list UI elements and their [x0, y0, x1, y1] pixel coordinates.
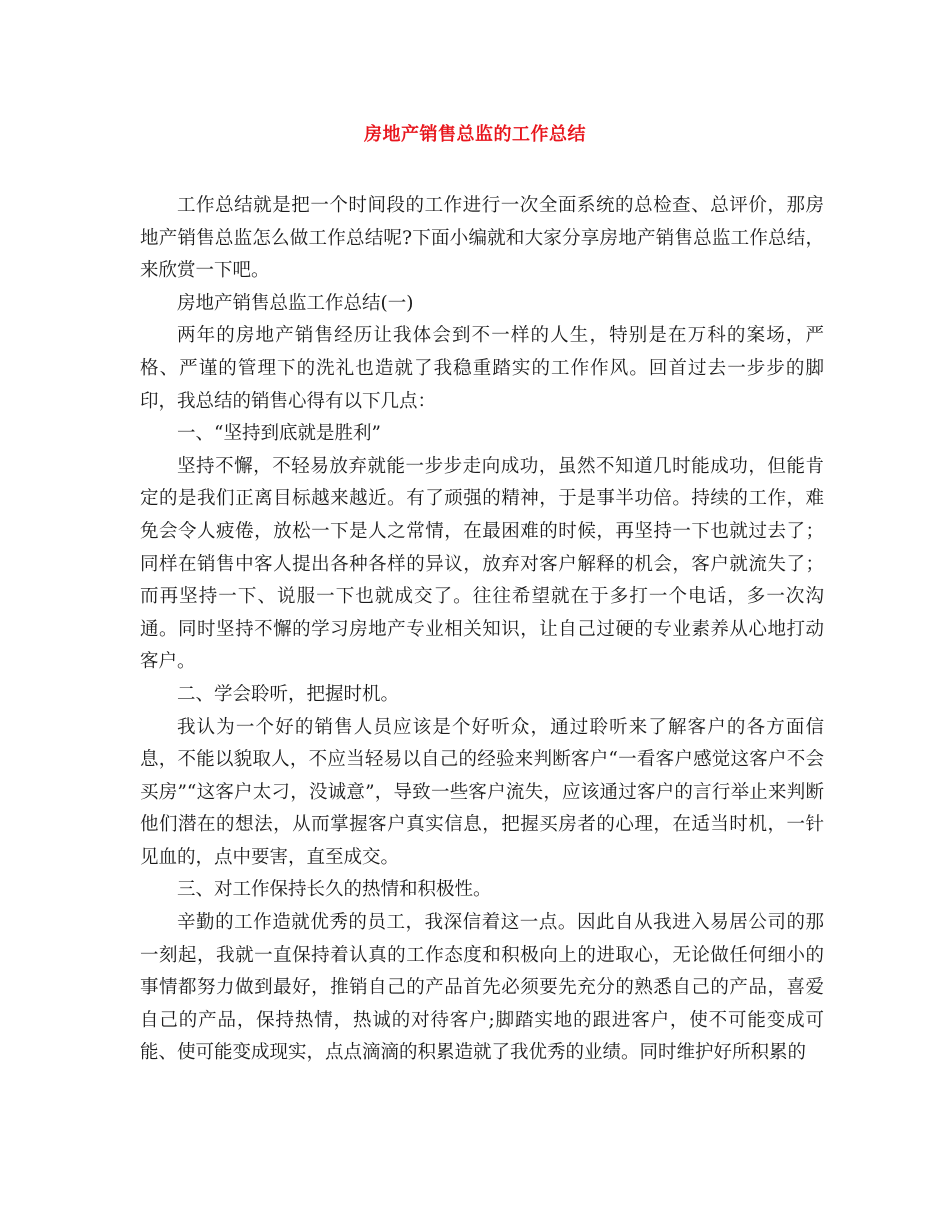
paragraph-perseverance: 坚持不懈，不轻易放弃就能一步步走向成功，虽然不知道几时能成功，但能肯定的是我们正离目标越来越近。有了顽强的精神，于是事半功倍。持续的工作，难免会令人疲倦，放松一下是人之常情，在最困难的时候，再坚持一下也就过去了；同样在销售中客人提出各种各样的异议，放弃对客户解释的机会，客户就流失了；而再坚持一下、说服一下也就成交了。往往希望就在于多打一个电话，多一次沟通。同时坚持不懈的学习房地产专业相关知识，让自己过硬的专业素养从心地打动客户。: [140, 455, 824, 673]
paragraph-enthusiasm: 辛勤的工作造就优秀的员工，我深信着这一点。因此自从我进入易居公司的那一刻起，我就一直保持着认真的工作态度和积极向上的进取心，无论做任何细小的事情都努力做到最好，推销自己的产品首先必须要先充分的熟悉自己的产品，喜爱自己的产品，保持热情，热诚的对待客户;脚踏实地的跟进客户，使不可能变成可能、使可能变成现实，点点滴滴的积累造就了我优秀的业绩。同时维护好所积累的: [140, 912, 824, 1064]
point-heading-1: 一、“坚持到底就是胜利”: [177, 423, 381, 445]
section-heading-summary-1: 房地产销售总监工作总结(一): [177, 292, 414, 314]
paragraph-intro: 工作总结就是把一个时间段的工作进行一次全面系统的总检查、总评价，那房地产销售总监怎么做工作总结呢?下面小编就和大家分享房地产销售总监工作总结，来欣赏一下吧。: [140, 195, 824, 282]
document-title: 房地产销售总监的工作总结: [364, 124, 586, 145]
point-heading-2: 二、学会聆听，把握时机。: [177, 683, 400, 705]
point-heading-3: 三、对工作保持长久的热情和积极性。: [177, 879, 492, 901]
document-body: [140, 190, 824, 1070]
paragraph-experience: 两年的房地产销售经历让我体会到不一样的人生，特别是在万科的案场，严格、严谨的管理下的洗礼也造就了我稳重踏实的工作作风。回首过去一步步的脚印，我总结的销售心得有以下几点：: [140, 325, 824, 412]
paragraph-listening: 我认为一个好的销售人员应该是个好听众，通过聆听来了解客户的各方面信息，不能以貌取人，不应当轻易以自己的经验来判断客户“一看客户感觉这客户不会买房”“这客户太刁，没诚意”，导致一些客户流失，应该通过客户的言行举止来判断他们潜在的想法，从而掌握客户真实信息，把握买房者的心理，在适当时机，一针见血的，点中要害，直至成交。: [140, 716, 824, 868]
